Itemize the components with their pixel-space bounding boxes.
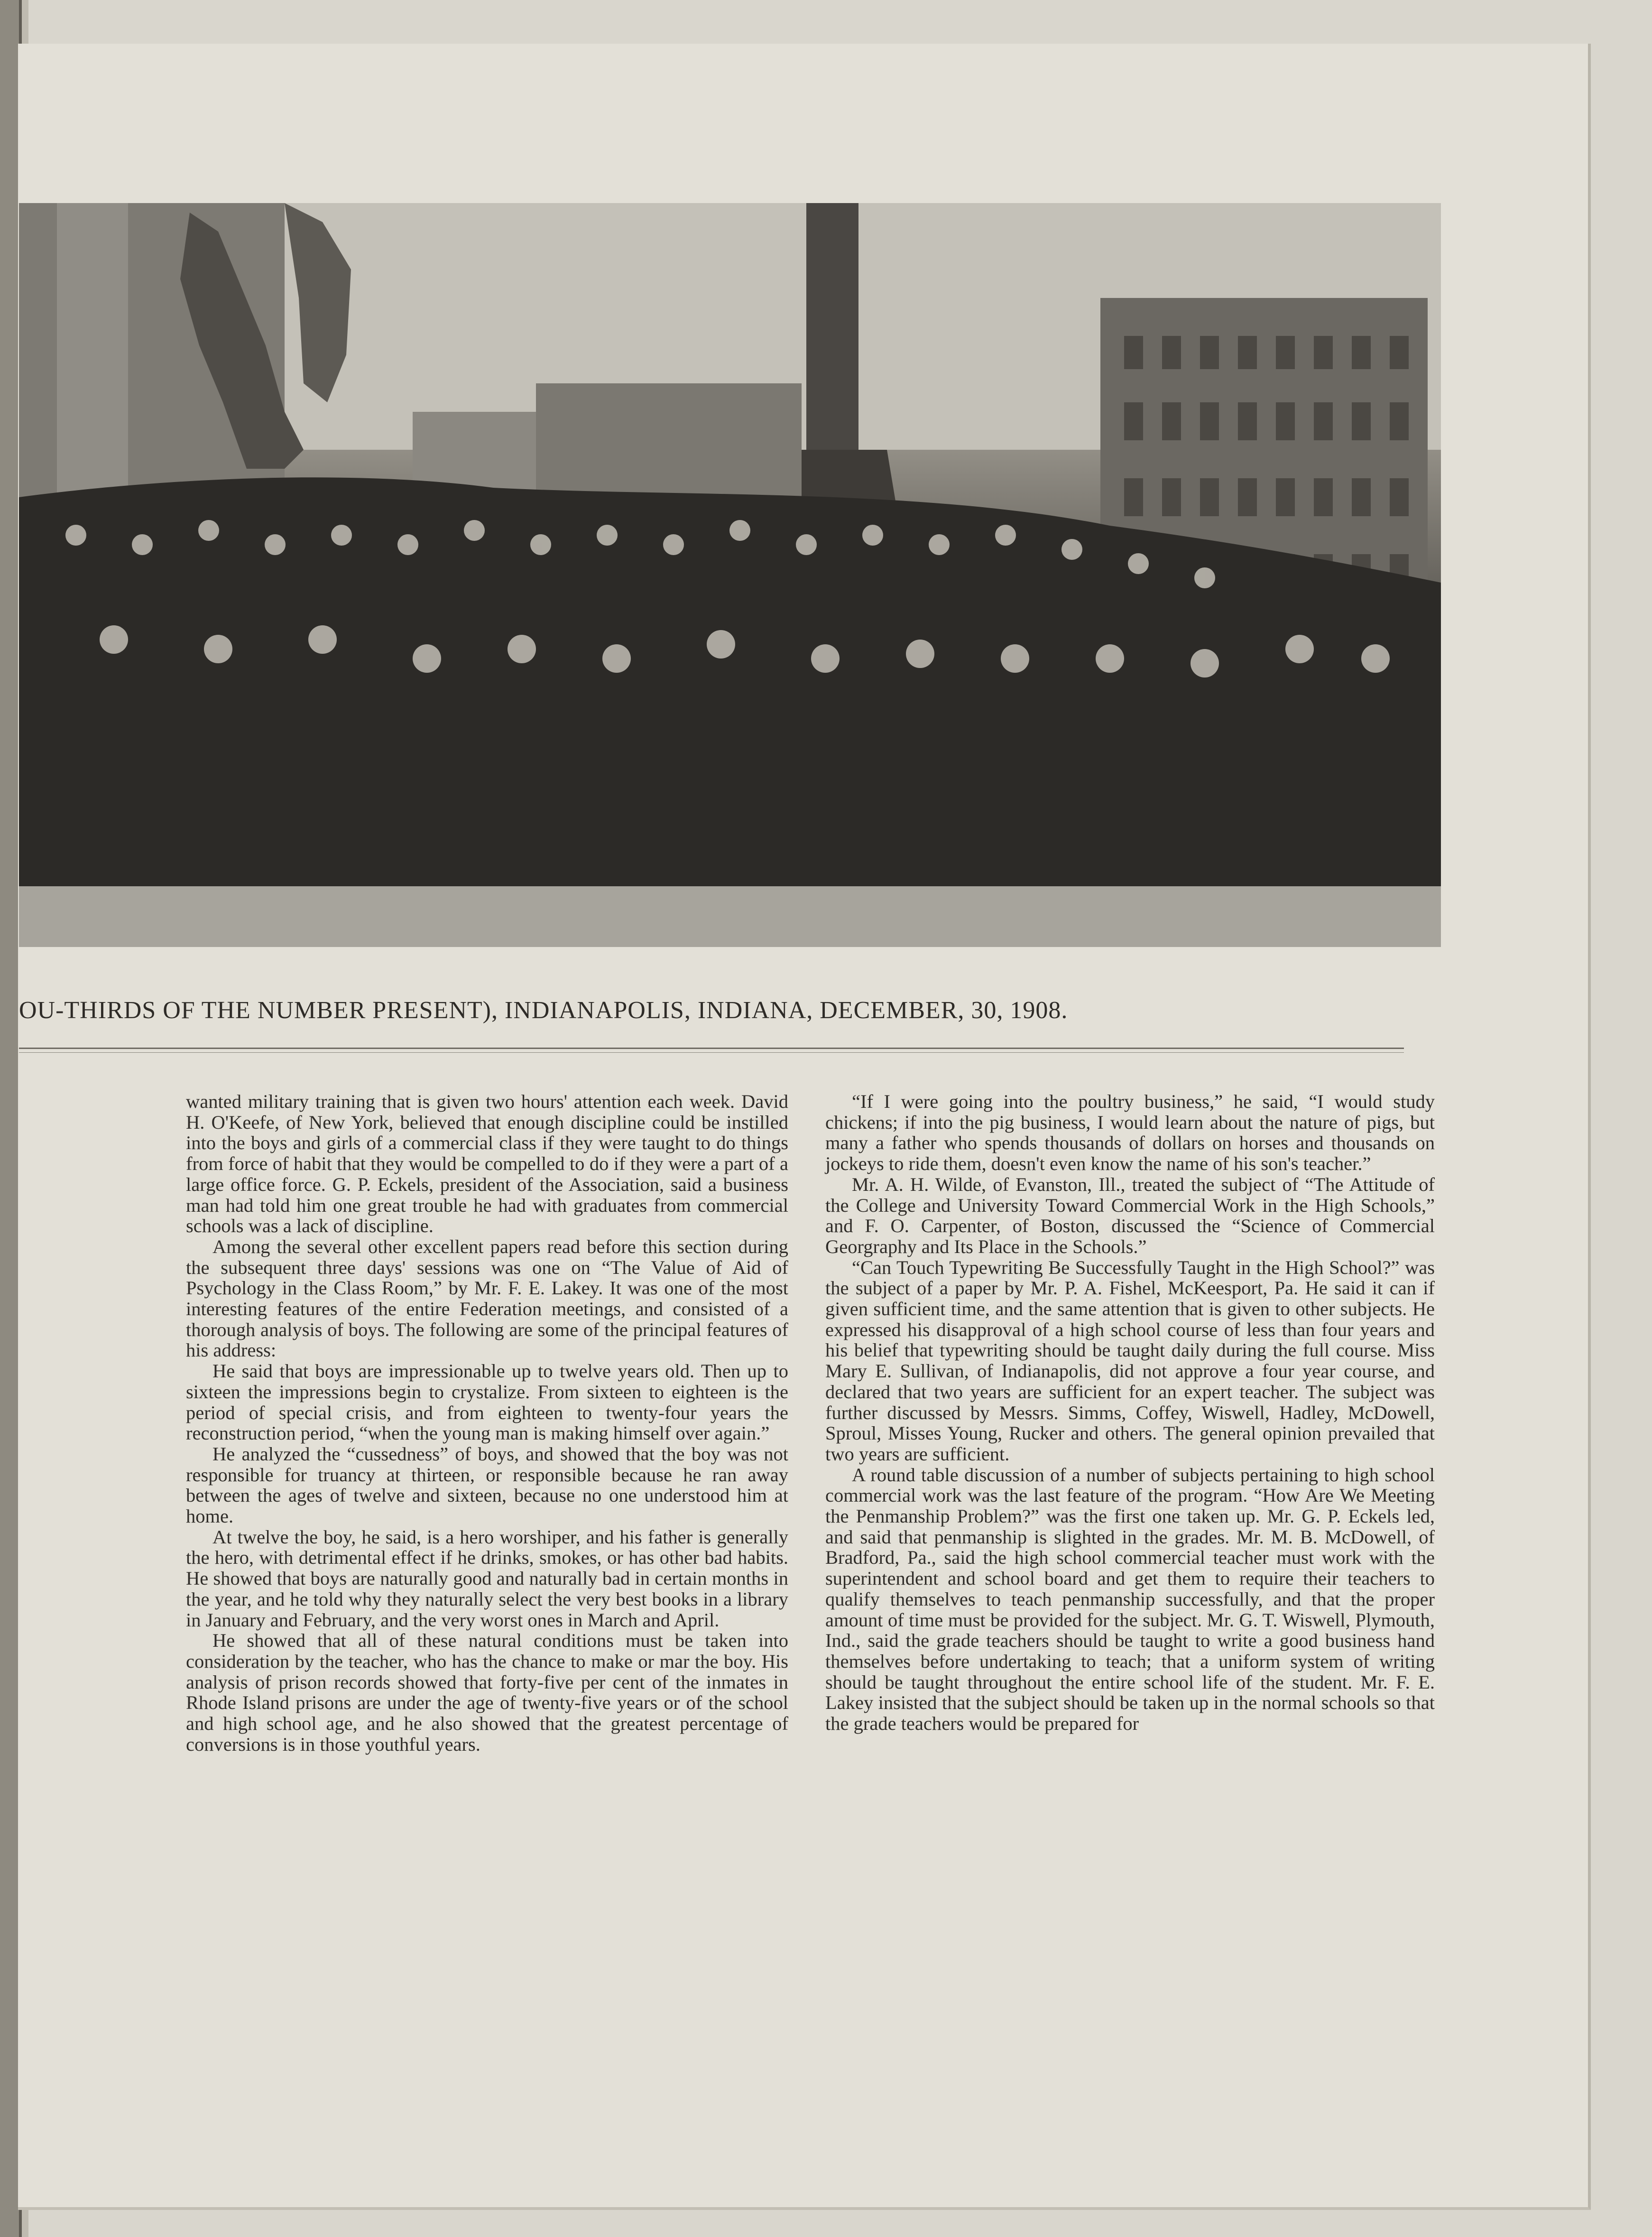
divider-rule bbox=[19, 1048, 1404, 1049]
divider-rule-thin bbox=[19, 1052, 1404, 1053]
right-text-column bbox=[825, 1091, 1435, 1734]
photo-illustration bbox=[19, 203, 1441, 947]
paragraph: Mr. A. H. Wilde, of Evanston, Ill., treated the subject of “The Attitude of the College and University Toward Commercial Work in the High Schools,” and F. O. Carpenter, of Boston, discussed the “Science of Commercial Georgraphy and Its Place in the Schools.” bbox=[825, 1173, 1435, 1257]
left-text-column bbox=[186, 1091, 788, 1755]
paragraph: “Can Touch Typewriting Be Successfully Taught in the High School?” was the subject of a paper by Mr. P. A. Fishel, McKeesport, Pa. He said it can if given sufficient time, and the same attention that is given to other subjects. He expressed his disapproval of a high school course of less than four years and his belief that typewriting should be taught daily during the full course. Miss Mary E. Sullivan, of Indianapolis, did not approve a four year course, and declared that two years are sufficient for an expert teacher. The subject was further discussed by Messrs. Simms, Coffey, Wiswell, Hadley, McDowell, Sproul, Misses Young, Rucker and others. The general opinion prevailed that two years are sufficient. bbox=[825, 1256, 1435, 1465]
paragraph: At twelve the boy, he said, is a hero worshiper, and his father is generally the hero, with detrimental effect if he drinks, smokes, or has other bad habits. He showed that boys are naturally good and naturally bad in certain months in the year, and he told why they naturally select the very best books in a library in January and February, and the very worst ones in March and April. bbox=[186, 1526, 788, 1631]
paragraph: A round table discussion of a number of subjects pertaining to high school commercial work was the last feature of the program. “How Are We Meeting the Penmanship Problem?” was the first one taken up. Mr. G. P. Eckels led, and said that penmanship is slighted in the grades. Mr. M. B. McDowell, of Bradford, Pa., said the high school commercial teacher must work with the superintendent and school board and get them to require their teachers to qualify themselves to teach penmanship successfully, and that the proper amount of time must be provided for the subject. Mr. G. T. Wiswell, Plymouth, Ind., said the grade teachers should be taught to write a good business hand themselves before undertaking to teach; that a uniform system of writing should be taught throughout the entire school life of the student. Mr. F. E. Lakey insisted that the subject should be taken up in the normal schools so that the grade teachers would be prepared for bbox=[825, 1464, 1435, 1735]
paragraph: He analyzed the “cussedness” of boys, and showed that the boy was not responsible for truancy at thirteen, or responsible because he ran away between the ages of twelve and sixteen, because no one understood him at home. bbox=[186, 1443, 788, 1527]
paragraph: He showed that all of these natural conditions must be taken into consideration by the teacher, who has the chance to make or mar the boy. His analysis of prison records showed that forty-five per cent of the inmates in Rhode Island prisons are under the age of twenty-five years or of the school and high school age, and he also showed that the greatest percentage of conversions is in those youthful years. bbox=[186, 1630, 788, 1755]
paragraph: “If I were going into the poultry business,” he said, “I would study chickens; if into the pig business, I would learn about the nature of pigs, but many a father who spends thousands of dollars on horses and thousands on jockeys to ride them, doesn't even know the name of his son's teacher.” bbox=[825, 1091, 1435, 1175]
paragraph: wanted military training that is given two hours' attention each week. David H. O'Keefe, of New York, believed that enough discipline could be instilled into the boys and girls of a commercial class if they were taught to do things from force of habit that they would be compelled to do if they were a part of a large office force. G. P. Eckels, president of the Association, said a business man had told him one great trouble he had with graduates from commercial schools was a lack of discipline. bbox=[186, 1091, 788, 1237]
group-photograph bbox=[19, 203, 1441, 947]
paragraph: He said that boys are impressionable up to twelve years old. Then up to sixteen the impressions begin to crystalize. From sixteen to eighteen is the period of special crisis, and from eighteen to twenty-four years the reconstruction period, “when the young man is making himself over again.” bbox=[186, 1360, 788, 1444]
photo-caption: OU-THIRDS OF THE NUMBER PRESENT), INDIANAPOLIS, INDIANA, DECEMBER, 30, 1908. bbox=[19, 997, 1068, 1024]
paragraph: Among the several other excellent papers read before this section during the subsequent three days' sessions was one on “The Value of Aid of Psychology in the Class Room,” by Mr. F. E. Lakey. It was one of the most interesting features of the entire Federation meetings, and consisted of a thorough analysis of boys. The following are some of the principal features of his address: bbox=[186, 1235, 788, 1361]
